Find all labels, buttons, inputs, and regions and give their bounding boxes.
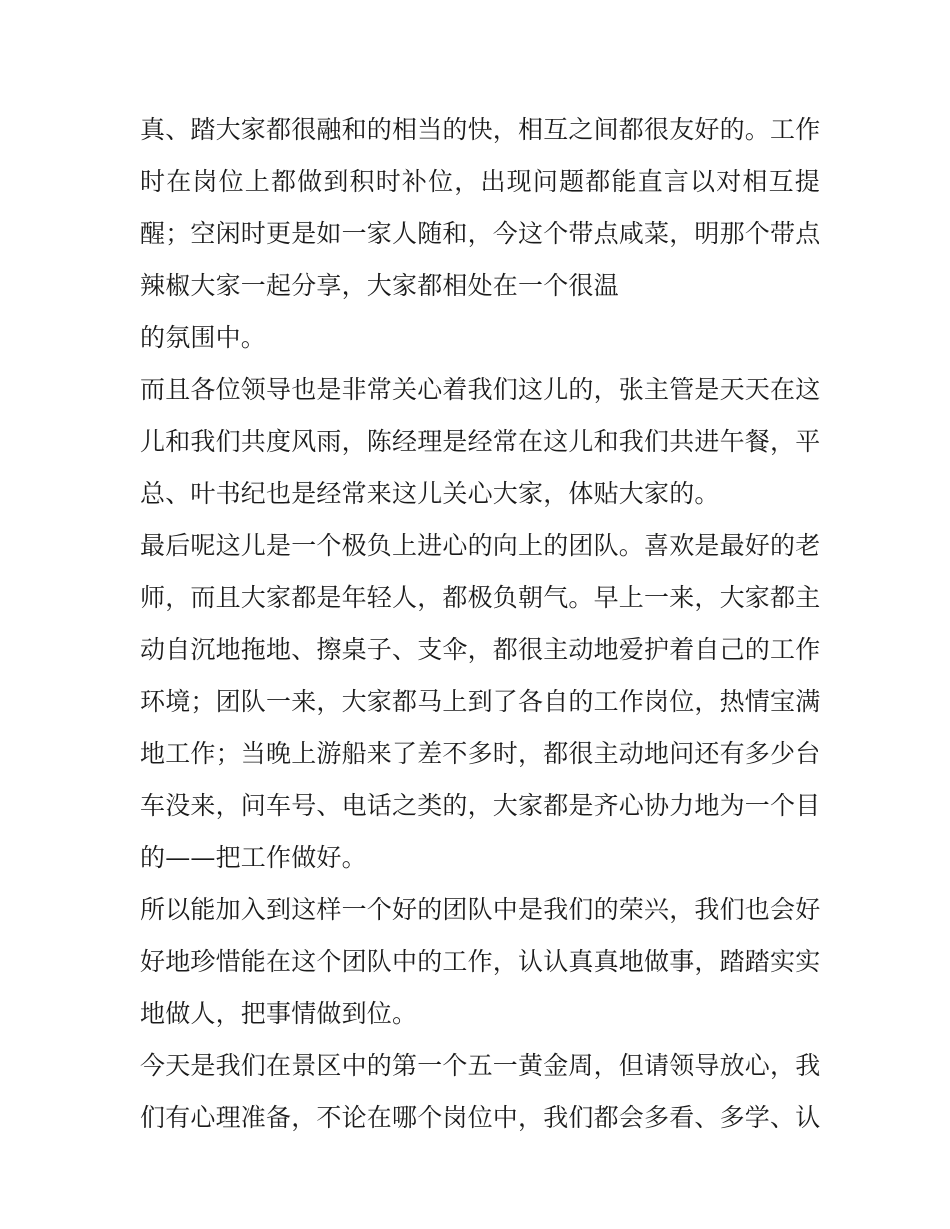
text-line-15: 的——把工作做好。 xyxy=(140,843,367,872)
text-line-14: 车没来，问车号、电话之类的，大家都是齐心协力地为一个目 xyxy=(140,791,821,820)
text-line-6: 而且各位领导也是非常关心着我们这儿的，张主管是天天在这 xyxy=(140,375,821,404)
text-line-3: 醒；空闲时更是如一家人随和，今这个带点咸菜，明那个带点 xyxy=(140,219,821,248)
text-line-20: 们有心理准备，不论在哪个岗位中，我们都会多看、多学、认 xyxy=(140,1103,821,1132)
document-body xyxy=(140,104,820,1144)
text-line-8: 总、叶书纪也是经常来这儿关心大家，体贴大家的。 xyxy=(140,479,720,508)
text-line-18: 地做人，把事情做到位。 xyxy=(140,999,418,1028)
text-line-11: 动自沉地拖地、擦桌子、支伞，都很主动地爱护着自己的工作 xyxy=(140,635,821,664)
text-line-5: 的氛围中。 xyxy=(140,323,267,352)
text-line-19: 今天是我们在景区中的第一个五一黄金周，但请领导放心，我 xyxy=(140,1051,821,1080)
text-line-4: 辣椒大家一起分享，大家都相处在一个很温 xyxy=(140,271,619,300)
text-line-1: 真、踏大家都很融和的相当的快，相互之间都很友好的。工作 xyxy=(140,115,821,144)
text-line-16: 所以能加入到这样一个好的团队中是我们的荣兴，我们也会好 xyxy=(140,895,821,924)
text-line-7: 儿和我们共度风雨，陈经理是经常在这儿和我们共进午餐，平 xyxy=(140,427,821,456)
text-line-9: 最后呢这儿是一个极负上进心的向上的团队。喜欢是最好的老 xyxy=(140,531,821,560)
text-line-2: 时在岗位上都做到积时补位，出现问题都能直言以对相互提 xyxy=(140,167,820,196)
text-line-12: 环境；团队一来，大家都马上到了各自的工作岗位，热情宝满 xyxy=(140,687,821,716)
text-line-17: 好地珍惜能在这个团队中的工作，认认真真地做事，踏踏实实 xyxy=(140,947,821,976)
text-line-10: 师，而且大家都是年轻人，都极负朝气。早上一来，大家都主 xyxy=(140,583,821,612)
text-line-13: 地工作；当晚上游船来了差不多时，都很主动地问还有多少台 xyxy=(140,739,821,768)
